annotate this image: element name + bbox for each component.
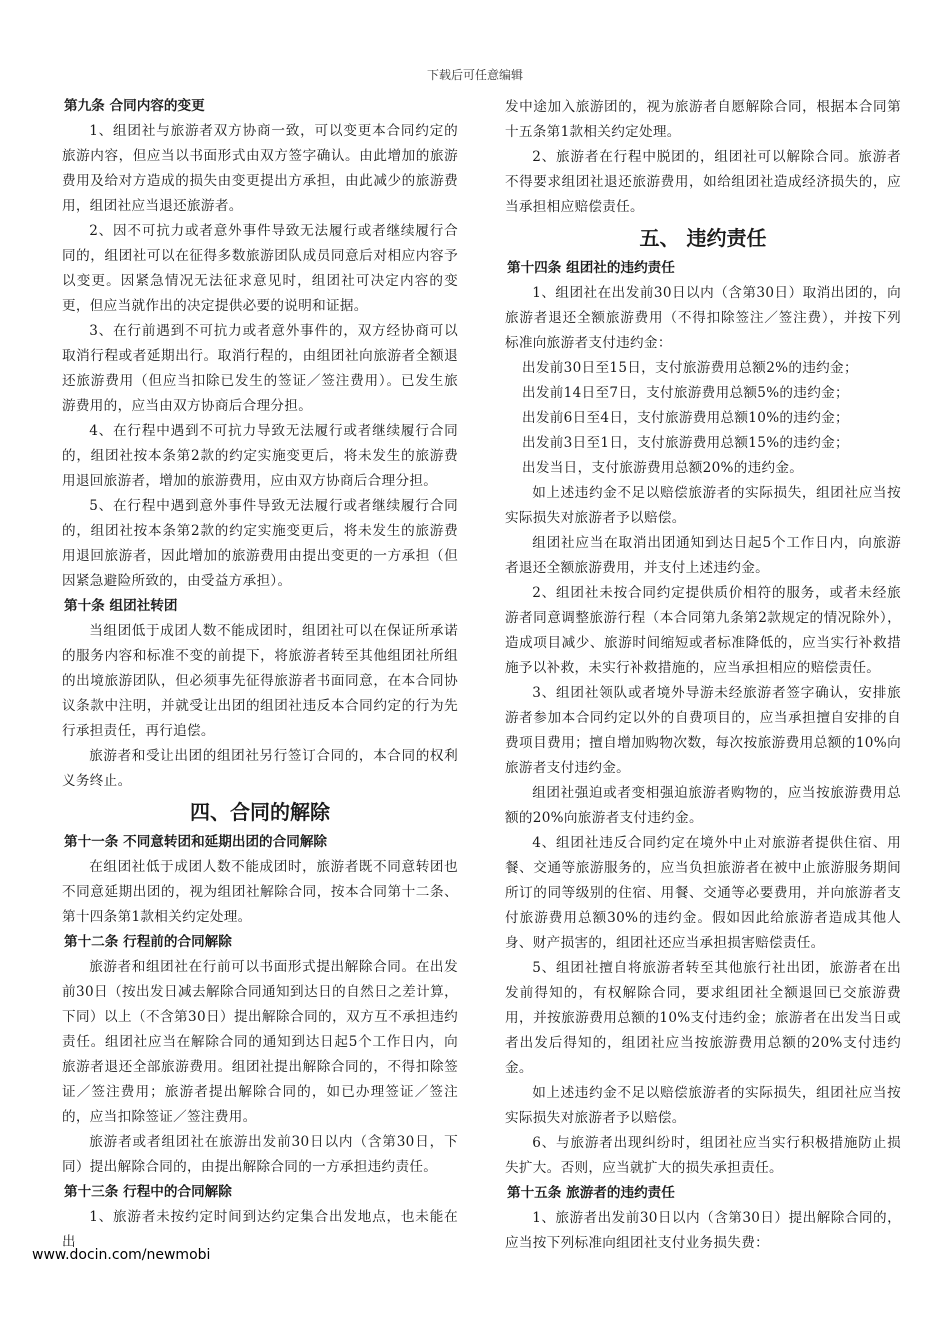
article-14-paragraph-6: 组团社强迫或者变相强迫旅游者购物的，应当按旅游费用总额的20%向旅游者支付违约金。 <box>505 785 901 826</box>
article-10-paragraph-2: 旅游者和受让出团的组团社另行签订合同的，本合同的权利义务终止。 <box>62 748 458 789</box>
article-9-paragraph-3: 3、在行前遇到不可抗力或者意外事件的，双方经协商可以取消行程或者延期出行。取消行程的，由组团社向旅游者全额退还旅游费用（但应当扣除已发生的签证／签注费用）。已发生旅游费用的，应当由双方协商后合理分担。 <box>62 323 458 414</box>
article-9-paragraph-5: 5、在行程中遇到意外事件导致无法履行或者继续履行合同的，组团社按本条第2款的约定实施变更后，将未发生的旅游费用退回旅游者，因此增加的旅游费用由提出变更的一方承担（但因紧急避险所致的，由受益方承担）。 <box>62 498 458 589</box>
page-header: 下载后可任意编辑 <box>426 68 523 82</box>
article-14-paragraph-7: 4、组团社违反合同约定在境外中止对旅游者提供住宿、用餐、交通等旅游服务的，应当负担旅游者在被中止旅游服务期间所订的同等级别的住宿、用餐、交通等必要费用，并向旅游者支付旅游费用总额30%的违约金。假如因此给旅游者造成其他人身、财产损害的，组团社还应当承担损害赔偿责任。 <box>505 835 901 951</box>
penalty-item-4: 出发前3日至1日，支付旅游费用总额15%的违约金； <box>522 435 849 451</box>
article-14-paragraph-2: 如上述违约金不足以赔偿旅游者的实际损失，组团社应当按实际损失对旅游者予以赔偿。 <box>505 485 901 526</box>
article-14-paragraph-1: 1、组团社在出发前30日以内（含第30日）取消出团的，向旅游者退还全额旅游费用（不得扣除签注／签注费），并按下列标准向旅游者支付违约金： <box>505 285 901 351</box>
article-11-title: 第十一条 不同意转团和延期出团的合同解除 <box>64 834 328 850</box>
article-14-paragraph-9: 如上述违约金不足以赔偿旅游者的实际损失，组团社应当按实际损失对旅游者予以赔偿。 <box>505 1085 901 1126</box>
penalty-item-5: 出发当日，支付旅游费用总额20%的违约金。 <box>522 460 804 476</box>
article-14-title: 第十四条 组团社的违约责任 <box>507 260 675 276</box>
article-9-paragraph-1: 1、组团社与旅游者双方协商一致，可以变更本合同约定的旅游内容，但应当以书面形式由双方签字确认。由此增加的旅游费用及给对方造成的损失由变更提出方承担，由此减少的旅游费用，组团社应当退还旅游者。 <box>62 123 458 214</box>
left-column <box>62 94 458 1255</box>
article-13-paragraph-1: 1、旅游者未按约定时间到达约定集合出发地点，也未能在出 <box>62 1209 458 1250</box>
penalty-item-2: 出发前14日至7日，支付旅游费用总额5%的违约金； <box>522 385 849 401</box>
article-14-paragraph-5: 3、组团社领队或者境外导游未经旅游者签字确认，安排旅游者参加本合同约定以外的自费项目的，应当承担擅自安排的自费项目费用；擅自增加购物次数，每次按旅游费用总额的10%向旅游者支付违约金。 <box>505 685 901 776</box>
article-15-paragraph-1: 1、旅游者出发前30日以内（含第30日）提出解除合同的，应当按下列标准向组团社支付业务损失费： <box>505 1210 901 1251</box>
article-10-title: 第十条 组团社转团 <box>64 598 178 614</box>
article-11-paragraph-1: 在组团社低于成团人数不能成团时，旅游者既不同意转团也不同意延期出团的，视为组团社解除合同，按本合同第十二条、第十四条第1款相关约定处理。 <box>62 859 458 925</box>
section-4-heading: 四、合同的解除 <box>190 800 330 824</box>
section-5-heading: 五、 违约责任 <box>639 226 767 250</box>
article-10-paragraph-1: 当组团低于成团人数不能成团时，组团社可以在保证所承诺的服务内容和标准不变的前提下，将旅游者转至其他组团社所组的出境旅游团队，但必须事先征得旅游者书面同意，在本合同协议条款中注明，并就受让出团的组团社违反本合同约定的行为先行承担责任，再行追偿。 <box>62 623 458 739</box>
article-13-paragraph-2: 2、旅游者在行程中脱团的，组团社可以解除合同。旅游者不得要求组团社退还旅游费用，如给组团社造成经济损失的，应当承担相应赔偿责任。 <box>505 149 901 215</box>
article-12-title: 第十二条 行程前的合同解除 <box>64 934 232 950</box>
article-9-title: 第九条 合同内容的变更 <box>64 98 205 114</box>
article-12-paragraph-1: 旅游者和组团社在行前可以书面形式提出解除合同。在出发前30日（按出发日减去解除合同通知到达日的自然日之差计算，下同）以上（不含第30日）提出解除合同的，双方互不承担违约责任。组团社应当在解除合同的通知到达日起5个工作日内，向旅游者退还全部旅游费用。组团社提出解除合同的，不得扣除签证／签注费用；旅游者提出解除合同的，如已办理签证／签注的，应当扣除签证／签注费用。 <box>62 959 458 1125</box>
article-14-paragraph-10: 6、与旅游者出现纠纷时，组团社应当实行积极措施防止损失扩大。否则，应当就扩大的损失承担责任。 <box>505 1135 901 1176</box>
right-column <box>505 95 901 1256</box>
penalty-item-3: 出发前6日至4日，支付旅游费用总额10%的违约金； <box>522 410 849 426</box>
footer-url: www.docin.com/newmobi <box>32 1247 211 1263</box>
article-15-title: 第十五条 旅游者的违约责任 <box>507 1185 675 1201</box>
article-14-paragraph-3: 组团社应当在取消出团通知到达日起5个工作日内，向旅游者退还全额旅游费用，并支付上述违约金。 <box>505 535 901 576</box>
article-14-paragraph-4: 2、组团社未按合同约定提供质价相符的服务，或者未经旅游者同意调整旅游行程（本合同第九条第2款规定的情况除外），造成项目减少、旅游时间缩短或者标准降低的，应当实行补救措施予以补救，未实行补救措施的，应当承担相应的赔偿责任。 <box>505 585 901 676</box>
article-9-paragraph-4: 4、在行程中遇到不可抗力导致无法履行或者继续履行合同的，组团社按本条第2款的约定实施变更后，将未发生的旅游费用退回旅游者，增加的旅游费用，应由双方协商后合理分担。 <box>62 423 458 489</box>
penalty-item-1: 出发前30日至15日，支付旅游费用总额2%的违约金； <box>522 360 858 376</box>
article-14-paragraph-8: 5、组团社擅自将旅游者转至其他旅行社出团，旅游者在出发前得知的，有权解除合同，要求组团社全额退回已交旅游费用，并按旅游费用总额的10%支付违约金；旅游者在出发当日或者出发后得知的，组团社应当按旅游费用总额的20%支付违约金。 <box>505 960 901 1076</box>
article-12-paragraph-2: 旅游者或者组团社在旅游出发前30日以内（含第30日，下同）提出解除合同的，由提出解除合同的一方承担违约责任。 <box>62 1134 458 1175</box>
article-13-title: 第十三条 行程中的合同解除 <box>64 1184 232 1200</box>
article-13-paragraph-1-continued: 发中途加入旅游团的，视为旅游者自愿解除合同，根据本合同第十五条第1款相关约定处理。 <box>505 99 901 140</box>
article-9-paragraph-2: 2、因不可抗力或者意外事件导致无法履行或者继续履行合同的，组团社可以在征得多数旅游团队成员同意后对相应内容予以变更。因紧急情况无法征求意见时，组团社可决定内容的变更，但应当就作出的决定提供必要的说明和证据。 <box>62 223 458 314</box>
